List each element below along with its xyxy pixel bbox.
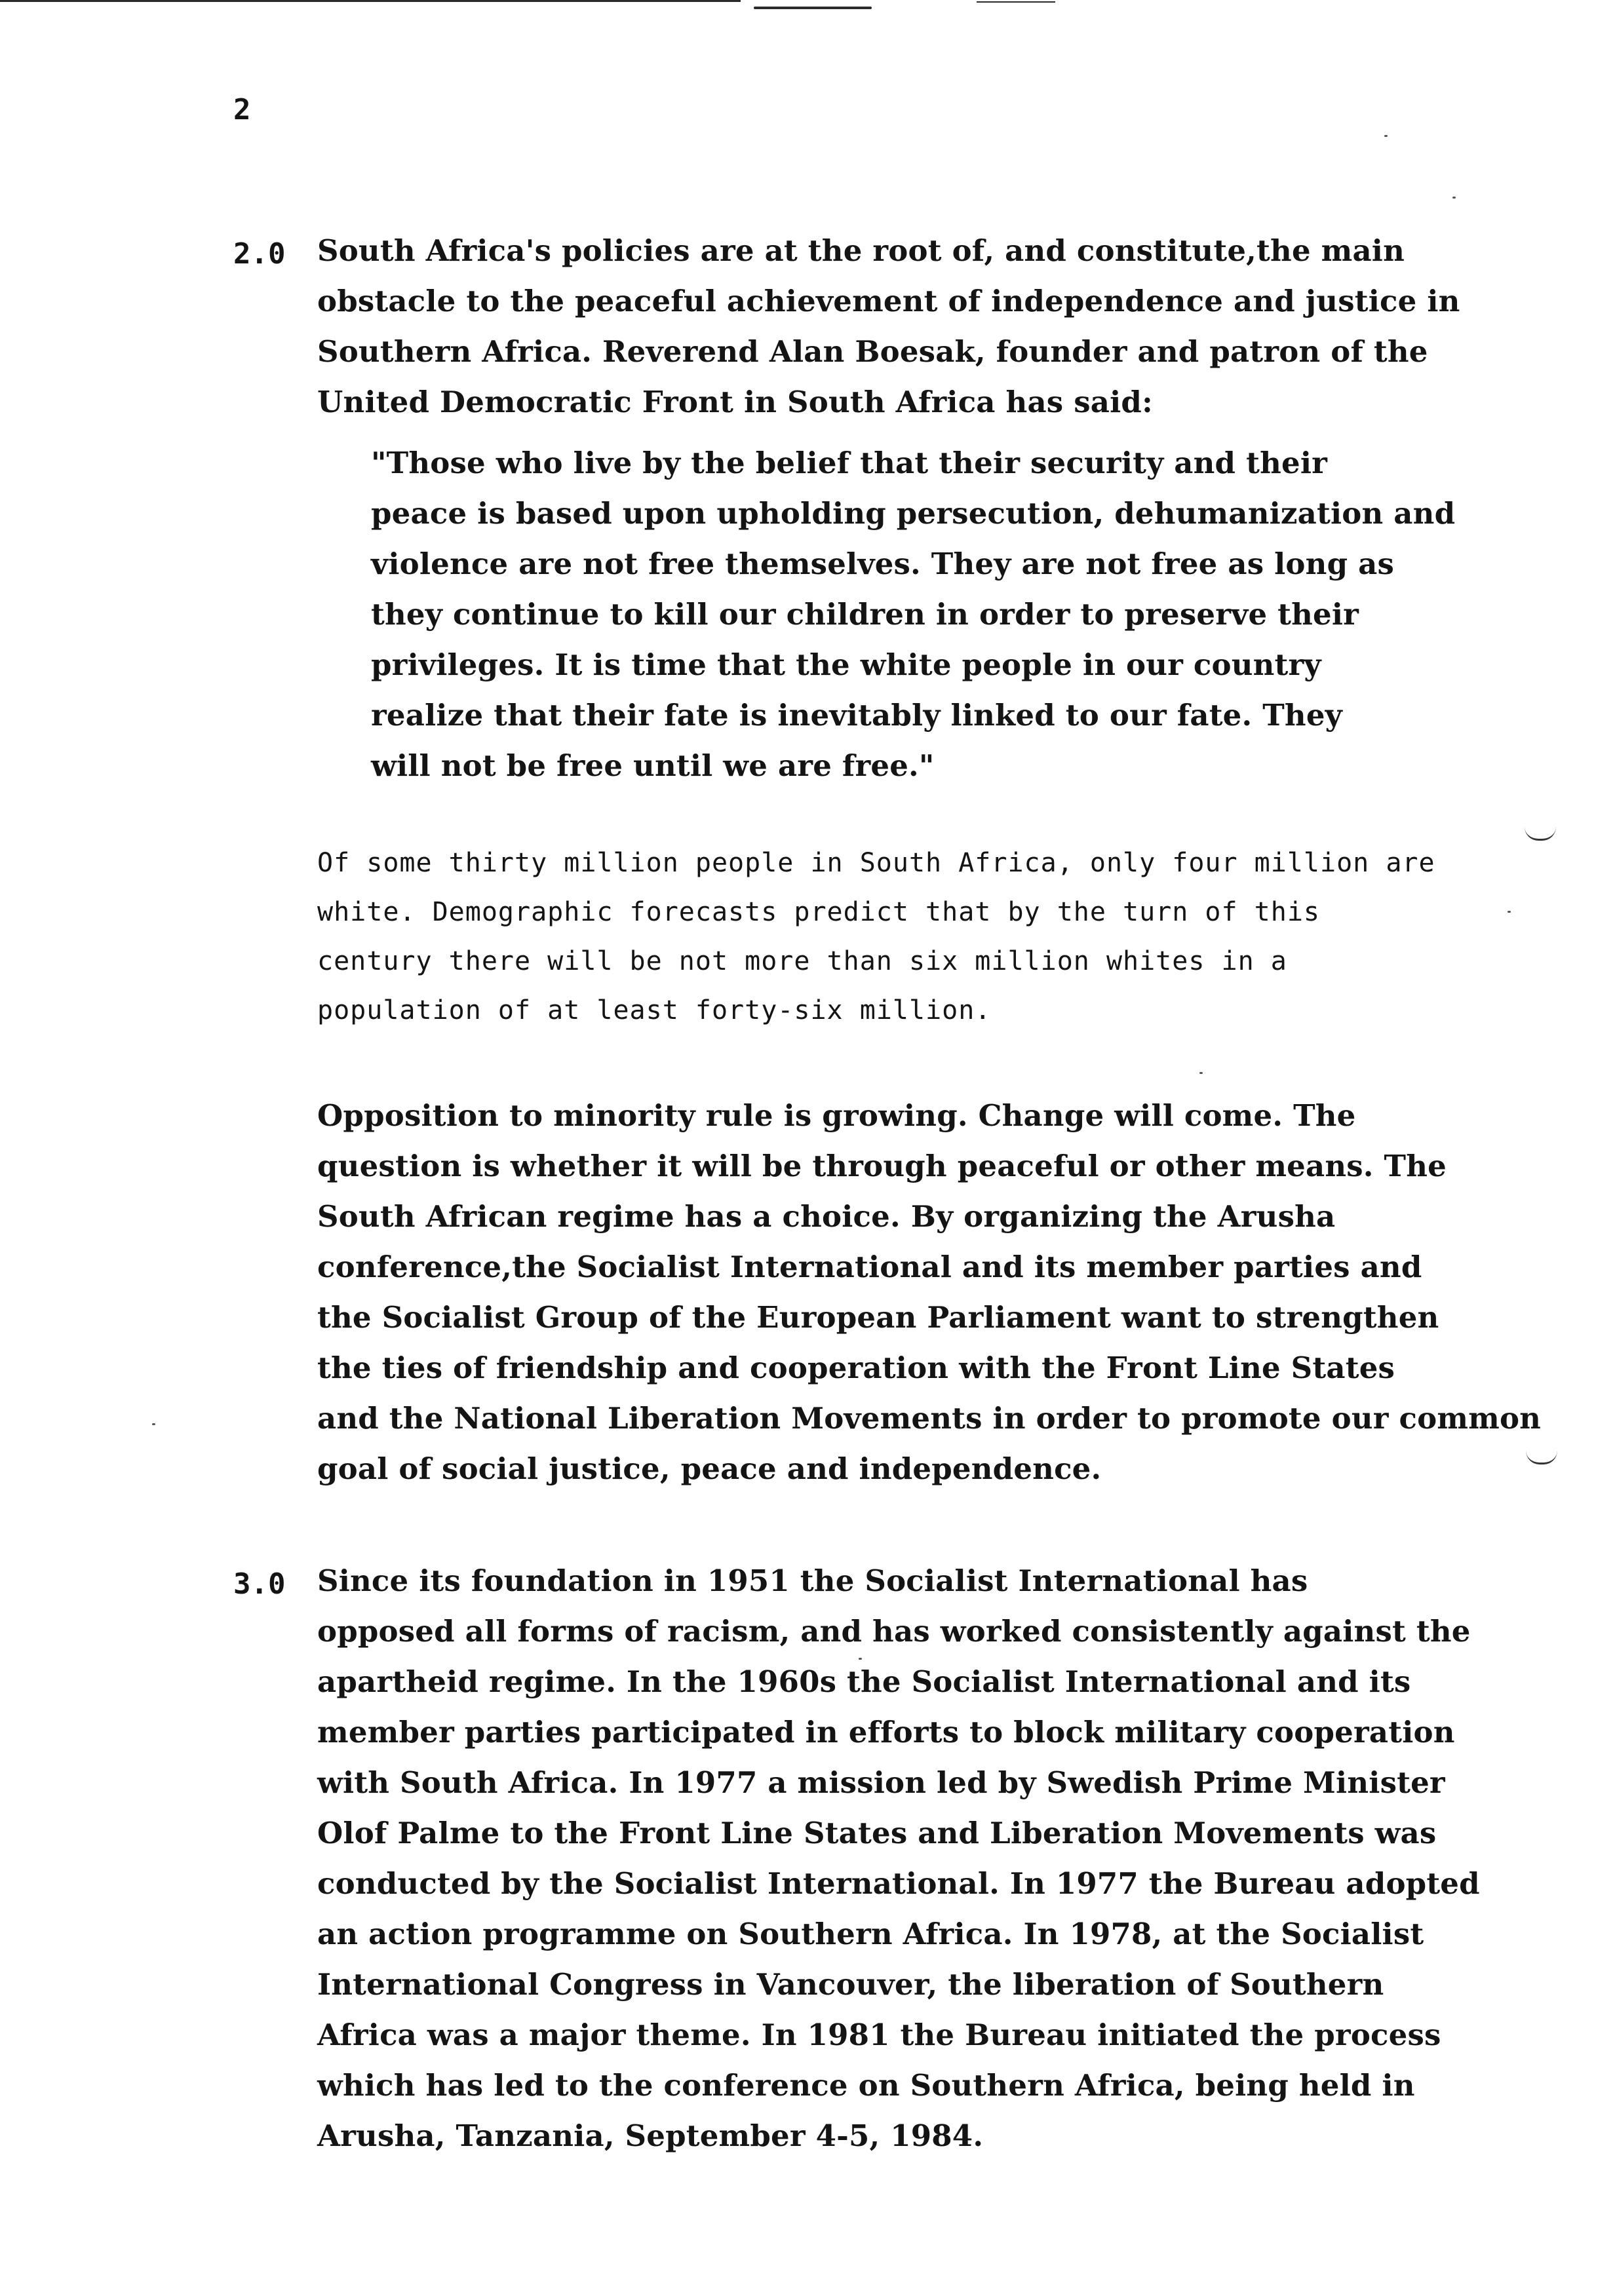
text-line: Olof Palme to the Front Line States and Liberation Movements was: [317, 1816, 1437, 1850]
page-number: 2: [233, 93, 251, 126]
text-line: South Africa's policies are at the root of, and constitute,the main: [317, 233, 1405, 268]
text-line: which has led to the conference on Southern Africa, being held in: [317, 2068, 1415, 2103]
section-intro-paragraph: [317, 225, 1460, 427]
scan-speck: [1452, 197, 1456, 199]
text-line: South African regime has a choice. By organizing the Arusha: [317, 1199, 1336, 1234]
text-line: Opposition to minority rule is growing. Change will come. The: [317, 1098, 1356, 1133]
text-line: United Democratic Front in South Africa has said:: [317, 385, 1153, 419]
scan-speck: [1384, 135, 1388, 137]
text-line: white. Demographic forecasts predict that by the turn of this: [317, 897, 1321, 927]
text-line: conference,the Socialist International and its member parties and: [317, 1250, 1422, 1284]
text-line: question is whether it will be through peaceful or other means. The: [317, 1149, 1447, 1183]
text-line: apartheid regime. In the 1960s the Socialist International and its: [317, 1664, 1411, 1699]
text-line: an action programme on Southern Africa. In 1978, at the Socialist: [317, 1917, 1424, 1951]
opposition-paragraph: [317, 1090, 1541, 1494]
text-line: and the National Liberation Movements in order to promote our common: [317, 1401, 1542, 1436]
section-number: 3.0: [233, 1567, 286, 1601]
text-line: population of at least forty-six million.: [317, 995, 992, 1025]
quote-line: they continue to kill our children in order to preserve their: [371, 597, 1359, 632]
scan-edge-mark: [754, 7, 872, 9]
text-line: member parties participated in efforts to block military cooperation: [317, 1715, 1455, 1750]
text-line: Of some thirty million people in South Africa, only four million are: [317, 848, 1435, 878]
quote-line: realize that their fate is inevitably linked to our fate. They: [371, 698, 1343, 733]
text-line: Africa was a major theme. In 1981 the Bureau initiated the process: [317, 2018, 1441, 2052]
text-line: Southern Africa. Reverend Alan Boesak, founder and patron of the: [317, 334, 1428, 369]
margin-pencil-mark: [1525, 827, 1556, 841]
scan-edge-line: [977, 1, 1055, 3]
text-line: Since its foundation in 1951 the Socialist International has: [317, 1563, 1308, 1598]
block-quote: [371, 438, 1455, 791]
text-line: the ties of friendship and cooperation with the Front Line States: [317, 1350, 1395, 1385]
history-paragraph: [317, 1556, 1480, 2161]
text-line: the Socialist Group of the European Parliament want to strengthen: [317, 1300, 1439, 1335]
quote-line: "Those who live by the belief that their security and their: [371, 446, 1328, 480]
text-line: obstacle to the peaceful achievement of independence and justice in: [317, 284, 1460, 318]
demographics-paragraph: [317, 839, 1435, 1035]
text-line: International Congress in Vancouver, the liberation of Southern: [317, 1967, 1384, 2002]
text-line: Arusha, Tanzania, September 4-5, 1984.: [317, 2118, 984, 2153]
scan-edge-line: [0, 0, 741, 2]
text-line: with South Africa. In 1977 a mission led by Swedish Prime Minister: [317, 1765, 1445, 1800]
quote-line: peace is based upon upholding persecution, dehumanization and: [371, 496, 1456, 531]
quote-line: privileges. It is time that the white people in our country: [371, 647, 1321, 682]
scan-speck: [1508, 911, 1511, 913]
quote-line: violence are not free themselves. They are not free as long as: [371, 546, 1394, 581]
scan-speck: [152, 1423, 155, 1425]
text-line: century there will be not more than six million whites in a: [317, 946, 1287, 976]
quote-line: will not be free until we are free.": [371, 748, 935, 783]
text-line: goal of social justice, peace and independence.: [317, 1451, 1102, 1486]
text-line: conducted by the Socialist International. In 1977 the Bureau adopted: [317, 1866, 1480, 1901]
scan-speck: [1199, 1072, 1203, 1074]
text-line: opposed all forms of racism, and has worked consistently against the: [317, 1614, 1471, 1649]
section-number: 2.0: [233, 237, 286, 271]
